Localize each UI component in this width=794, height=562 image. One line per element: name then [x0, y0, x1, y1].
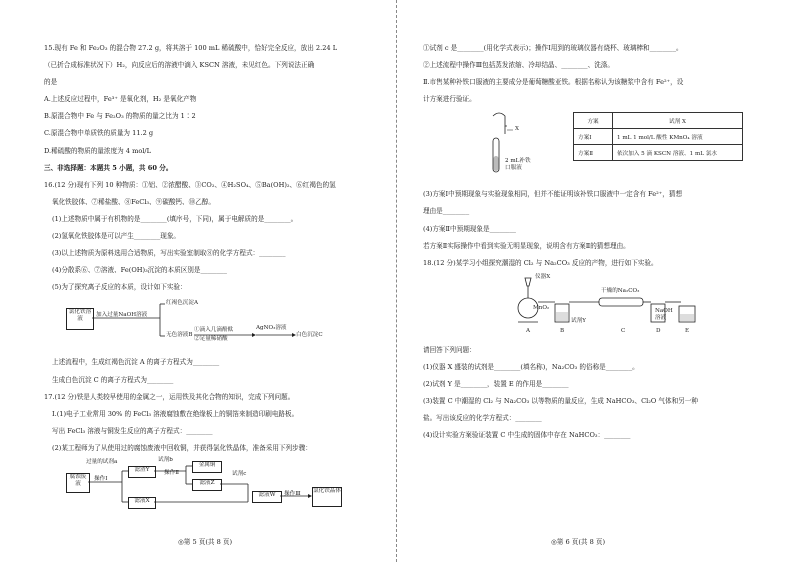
q16-part-3: (3)以上述物质为原料选用合适物质，写出实验室制取⑧的化学方程式：________ [52, 249, 286, 258]
diagram2-residue-y: 滤渣Y [128, 466, 156, 478]
q18-part-3-line-1: (3)装置 C 中潮湿的 Cl₂ 与 Na₂CO₃ 以等物质的量反应，生成 NaHCO₃、Cl₂O 气体和另一种 [423, 397, 698, 406]
q16-ionic-eq-c: 生成白色沉淀 C 的离子方程式为________ [52, 375, 174, 384]
q15-option-a: A.上述反应过程中，Fe³⁺ 是氧化剂，H₂ 是氧化产物 [44, 95, 197, 104]
q18-prompt: 请回答下列问题： [423, 345, 476, 354]
apparatus-label-reagent-y: 试剂Y [571, 317, 586, 324]
q18-part-2: (2)试剂 Y 是________，装置 E 的作用是________ [423, 380, 569, 389]
q17-part-ii-1: Ⅱ.市售某种补铁口服液的主要成分是葡萄糖酸亚铁。根据名称认为该糖浆中含有 Fe²⁺，设 [423, 78, 684, 87]
table-row [574, 129, 743, 145]
q15-option-b: B.原混合物中 Fe 与 Fe₂O₃ 的物质的量之比为 1∶2 [44, 112, 196, 121]
diagram-arrows [44, 298, 374, 348]
tube-label-x: X [515, 126, 519, 133]
q16-line-1: 16.(12 分)现有下列 10 种物质：①铝、②浓醋酸、③CO₂、④H₂SO₄、⑤Ba(OH)₂、⑥红褐色的氢 [44, 180, 336, 189]
scheme-table [573, 112, 743, 161]
q17-sub-1: ①试剂 c 是________(用化学式表示)；操作Ⅰ用到的玻璃仪器有烧杯、玻璃棒和________。 [423, 44, 683, 52]
q17-part-3-line-1: (3)方案Ⅰ中预期现象与实验现象相同，但并不能证明该补铁口服液中一定含有 Fe²⁺，猜想 [423, 190, 683, 199]
diagram-ppt-a: 红褐色沉淀A [166, 300, 199, 307]
diagram2-waste: 腐蚀废液 [66, 473, 90, 493]
table-cell: 方案Ⅱ [574, 145, 613, 161]
apparatus-label-na2co3: 干燥的Na₂CO₃ [601, 287, 640, 294]
diagram-step2b: ②足量稀硝酸 [194, 336, 228, 343]
diagram2-op3: 操作Ⅲ [284, 490, 301, 497]
q15-line-3: 的是 [44, 78, 58, 87]
apparatus-letter-a: A [526, 327, 531, 334]
q15-line-2: （已折合成标准状况下）H₂，向反应后的溶液中滴入 KSCN 溶液，未见红色。下列说法正确 [44, 61, 315, 70]
tube-label: 2 mL补铁口服液 [505, 158, 531, 172]
q16-part-5: (5)为了探究离子反应的本质，设计如下实验： [52, 283, 187, 292]
q17-sub-2: ②上述流程中操作Ⅲ包括蒸发浓缩、冷却结晶、________、洗涤。 [423, 61, 614, 70]
table-cell: 1 mL 1 mol/L 酸性 KMnO₄ 溶液 [613, 129, 743, 145]
diagram2-filtrate-z: 滤液Z [192, 479, 222, 491]
diagram2-reagent-b: 试剂b [158, 456, 173, 463]
diagram2-product: 氯化铁晶体 [312, 487, 342, 507]
apparatus-letter-d: D [656, 327, 661, 334]
q16-part-2: (2)氢氧化铁胶体是可以产生________现象。 [52, 232, 181, 241]
q18-part-3-line-2: 盐。写出该反应的化学方程式：________ [423, 414, 542, 423]
q17-part-4-line-1: (4)方案Ⅱ中预期现象是________ [423, 224, 516, 233]
diagram2-filtrate-x: 滤液X [128, 497, 156, 509]
apparatus-letter-c: C [621, 327, 626, 334]
flow-diagram-iron-chloride [44, 298, 374, 348]
apparatus-letter-b: B [560, 327, 565, 334]
flow-diagram-copper-recovery [44, 457, 374, 515]
diagram-step1: 加入过量NaOH溶液 [96, 312, 148, 319]
diagram-box-ferric-chloride: 氯化铁溶液 [66, 308, 94, 330]
q15-option-d: D.稀硫酸的物质的量浓度为 4 mol/L [44, 146, 151, 155]
apparatus-diagram [423, 274, 753, 336]
diagram-solution-b: 无色溶液B [166, 332, 193, 339]
table-cell: 方案Ⅰ [574, 129, 613, 145]
scheme-table-area [423, 110, 753, 180]
q18-part-1: (1)仪器 X 盛装的试剂是________(填名称)，Na₂CO₃ 的俗称是________。 [423, 362, 639, 371]
q18-line-1: 18.(12 分)某学习小组探究潮湿的 Cl₂ 与 Na₂CO₃ 反应的产物，进行如下实验。 [423, 258, 658, 267]
table-header-cell: 试剂 X [613, 113, 743, 129]
q16-part-1: (1)上述物质中属于有机物的是________(填序号，下同)，属于电解质的是________。 [52, 214, 298, 223]
diagram-reagent-agno3: AgNO₃溶液 [256, 325, 287, 332]
diagram2-filtrate-w: 滤液W [252, 491, 282, 503]
apparatus-label-x: 仪器X [535, 273, 551, 280]
diagram2-reagent-c: 试剂c [232, 470, 247, 477]
table-header-cell: 方案 [574, 113, 613, 129]
q16-part-4: (4)分散系⑥、⑦溶液、Fe(OH)₃沉淀的本质区别是________ [52, 266, 227, 275]
q17-part-1: Ⅰ.(1)电子工业常用 30% 的 FeCl₃ 溶液腐蚀敷在绝缘板上的铜箔来制造印刷电路板。 [52, 409, 299, 418]
page-6 [397, 0, 794, 562]
q17-part-ii-2: 计方案进行验证。 [423, 95, 476, 104]
diagram2-arrows [44, 457, 374, 515]
diagram-step2a: ①滴入几滴酚酞 [194, 327, 234, 334]
diagram-ppt-c: 白色沉淀C [296, 332, 323, 339]
q17-part-3-line-2: 理由是________ [423, 207, 470, 216]
q16-ionic-eq-a: 上述流程中，生成红褐色沉淀 A 的离子方程式为________ [52, 358, 220, 367]
q16-line-2: 氧化铁胶体、⑦稀盐酸、⑧FeCl₃、⑨碳酸钙、⑩乙醇。 [52, 197, 215, 206]
diagram2-metal: 金属铜 [192, 461, 222, 473]
page-footer-6: ◎第 6 页(共 8 页) [551, 538, 606, 546]
table-cell: 依次加入 5 滴 KSCN 溶液、1 mL 氯水 [613, 145, 743, 161]
page-footer-5: ◎第 5 页(共 8 页) [178, 538, 233, 546]
q15-option-c: C.原混合物中单质铁的质量为 11.2 g [44, 129, 154, 138]
apparatus-letter-e: E [685, 327, 690, 334]
diagram2-op1: 操作Ⅰ [94, 475, 108, 482]
q17-line-1: 17.(12 分)铁是人类较早使用的金属之一，运用铁及其化合物的知识，完成下列问题。 [44, 392, 295, 401]
section-heading: 三、非选择题：本题共 5 小题，共 60 分。 [44, 163, 173, 172]
q17-part-4-line-2: 若方案Ⅱ实际操作中看到实验无明显现象，说明含有方案Ⅱ的猜想理由。 [423, 241, 630, 250]
q17-part-2: (2)某工程师为了从使用过的腐蚀废液中回收铜，并获得氯化铁晶体，准备采用下列步骤： [52, 443, 312, 452]
apparatus-label-mno2: MnO₂ [533, 304, 550, 311]
table-header-row [574, 113, 743, 129]
diagram2-op2: 操作Ⅱ [164, 469, 179, 476]
q17-part-1-eq: 写出 FeCl₃ 溶液与铜发生反应的离子方程式：________ [52, 426, 213, 435]
apparatus-label-naoh: NaOH溶液 [655, 307, 673, 321]
table-row [574, 145, 743, 161]
diagram2-reagent-a: 过量的试剂a [86, 458, 118, 465]
q18-part-4: (4)设计实验方案验证装置 C 中生成的固体中存在 NaHCO₃：________ [423, 431, 631, 440]
q15-line-1: 15.现有 Fe 和 Fe₂O₃ 的混合物 27.2 g，将其溶于 100 mL 稀硫酸中，恰好完全反应，放出 2.24 L [44, 44, 338, 52]
